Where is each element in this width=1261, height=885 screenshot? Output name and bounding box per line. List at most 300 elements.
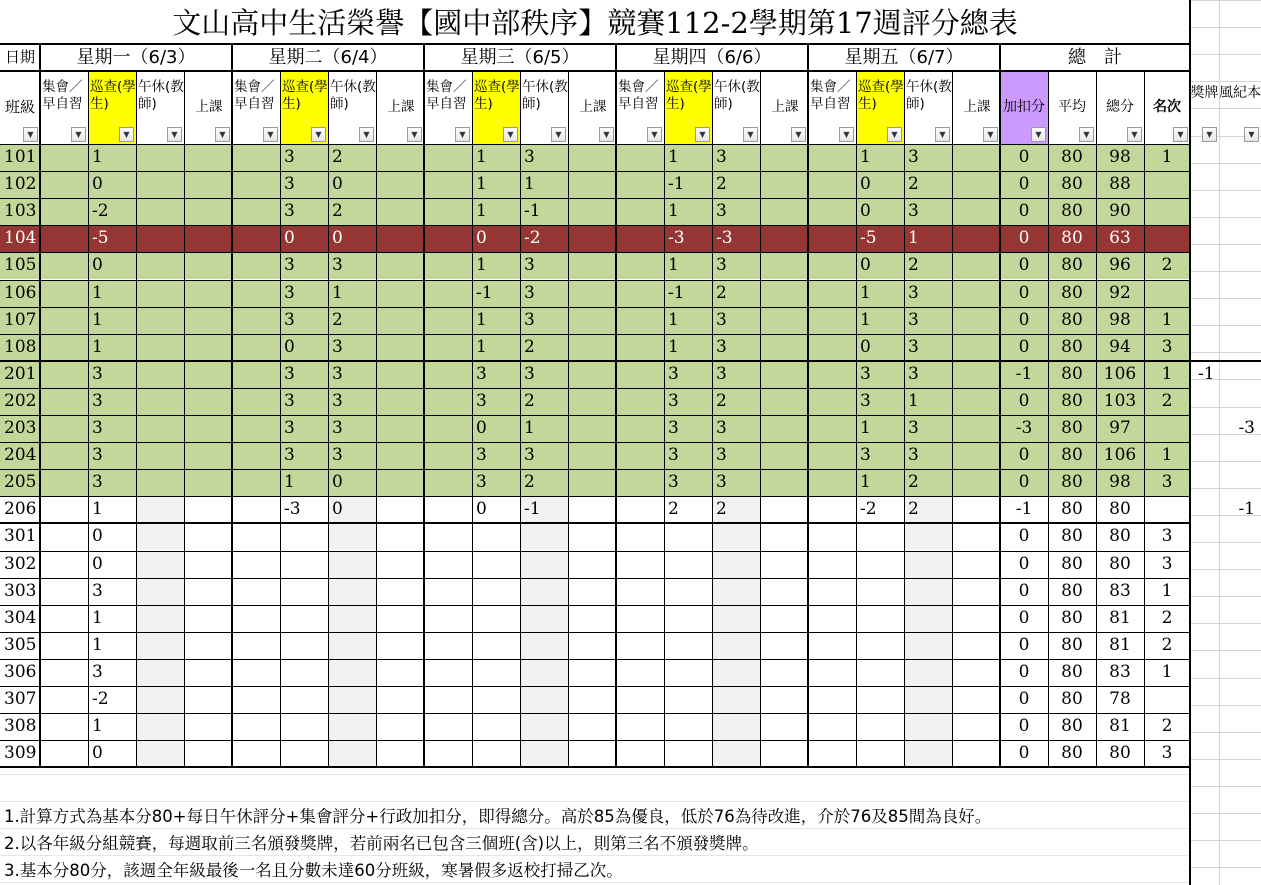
score-cell[interactable] [568, 740, 616, 767]
score-cell[interactable] [136, 334, 184, 361]
score-cell[interactable] [808, 144, 856, 171]
score-cell[interactable]: 3 [284, 418, 295, 438]
summary-cell-adj[interactable]: -1 [1015, 363, 1033, 384]
score-cell[interactable]: 1 [860, 472, 871, 493]
score-cell[interactable] [952, 686, 1000, 713]
score-cell[interactable] [664, 578, 712, 605]
score-cell[interactable] [184, 144, 232, 171]
score-cell[interactable] [136, 280, 184, 307]
score-cell[interactable]: 1 [668, 147, 679, 167]
score-cell[interactable] [232, 469, 280, 496]
score-cell[interactable]: 2 [332, 309, 343, 330]
score-cell[interactable]: -1 [520, 496, 568, 523]
score-cell[interactable] [616, 659, 664, 686]
summary-cell-award[interactable] [1190, 496, 1219, 523]
score-cell[interactable]: 3 [668, 390, 679, 411]
score-cell[interactable] [376, 198, 424, 225]
score-cell[interactable]: 3 [284, 390, 295, 411]
score-cell[interactable] [616, 713, 664, 740]
score-cell[interactable] [424, 225, 472, 252]
score-cell[interactable] [808, 659, 856, 686]
score-cell[interactable] [280, 659, 328, 686]
summary-cell-rank[interactable]: 3 [1161, 526, 1173, 547]
score-cell[interactable] [712, 659, 760, 686]
summary-cell-rank[interactable]: 1 [1161, 661, 1173, 682]
score-cell[interactable] [568, 496, 616, 523]
score-cell[interactable] [376, 388, 424, 415]
score-cell[interactable] [520, 523, 568, 550]
score-cell[interactable] [952, 469, 1000, 496]
score-cell[interactable] [616, 280, 664, 307]
summary-cell-award[interactable] [1190, 632, 1219, 659]
score-cell[interactable]: -5 [860, 228, 877, 249]
summary-cell-disc[interactable]: -3 [1238, 418, 1255, 438]
summary-cell-disc[interactable] [1219, 307, 1261, 334]
summary-cell-avg[interactable]: 80 [1061, 418, 1083, 438]
score-cell[interactable] [424, 686, 472, 713]
score-cell[interactable] [568, 334, 616, 361]
score-cell[interactable]: 0 [328, 496, 376, 523]
score-cell[interactable]: -1 [524, 201, 541, 222]
score-cell[interactable] [952, 740, 1000, 767]
score-cell[interactable] [664, 740, 712, 767]
score-cell[interactable] [40, 307, 88, 334]
score-cell[interactable] [376, 659, 424, 686]
score-cell[interactable] [328, 740, 376, 767]
score-cell[interactable] [376, 252, 424, 279]
score-cell[interactable] [424, 659, 472, 686]
score-cell[interactable]: 3 [92, 363, 103, 384]
score-cell[interactable] [136, 307, 184, 334]
score-cell[interactable] [184, 280, 232, 307]
summary-cell-adj[interactable]: 0 [1018, 336, 1030, 357]
score-cell[interactable] [184, 605, 232, 632]
score-cell[interactable] [232, 632, 280, 659]
score-cell[interactable] [520, 713, 568, 740]
filter-dropdown-button[interactable]: ▼ [1173, 127, 1188, 142]
summary-cell-avg[interactable]: 80 [1061, 174, 1083, 195]
score-cell[interactable]: 3 [908, 201, 919, 222]
summary-cell-award[interactable] [1190, 252, 1219, 279]
score-cell[interactable] [376, 415, 424, 442]
score-cell[interactable] [952, 442, 1000, 469]
score-cell[interactable] [184, 225, 232, 252]
score-cell[interactable] [520, 605, 568, 632]
summary-cell-avg[interactable]: 80 [1061, 526, 1083, 547]
score-cell[interactable] [376, 496, 424, 523]
summary-cell-total[interactable]: 96 [1109, 255, 1131, 276]
score-cell[interactable]: 1 [668, 201, 679, 222]
score-cell[interactable]: 2 [524, 336, 535, 357]
score-cell[interactable]: 3 [284, 309, 295, 330]
score-cell[interactable] [184, 307, 232, 334]
score-cell[interactable] [808, 171, 856, 198]
score-cell[interactable] [760, 496, 808, 523]
score-cell[interactable] [952, 523, 1000, 550]
score-cell[interactable] [808, 713, 856, 740]
summary-cell-total[interactable]: 106 [1103, 445, 1137, 466]
summary-cell-avg[interactable]: 80 [1061, 580, 1083, 601]
summary-cell-avg[interactable]: 80 [1061, 255, 1083, 276]
score-cell[interactable] [232, 578, 280, 605]
score-cell[interactable] [472, 659, 520, 686]
score-cell[interactable] [40, 551, 88, 578]
summary-cell-total[interactable]: 80 [1109, 499, 1131, 520]
summary-cell-award[interactable] [1190, 578, 1219, 605]
score-cell[interactable] [568, 144, 616, 171]
score-cell[interactable]: 2 [332, 147, 343, 167]
score-cell[interactable] [40, 144, 88, 171]
score-cell[interactable]: 3 [332, 390, 343, 411]
score-cell[interactable] [136, 496, 184, 523]
score-cell[interactable]: 3 [524, 309, 535, 330]
score-cell[interactable] [136, 252, 184, 279]
score-cell[interactable]: 2 [668, 499, 679, 520]
score-cell[interactable] [40, 686, 88, 713]
score-cell[interactable] [232, 415, 280, 442]
score-cell[interactable]: 3 [92, 418, 103, 438]
score-cell[interactable]: 3 [524, 445, 535, 466]
score-cell[interactable] [712, 686, 760, 713]
filter-dropdown-button[interactable]: ▼ [1244, 127, 1259, 142]
summary-cell-total[interactable]: 94 [1109, 336, 1131, 357]
score-cell[interactable] [664, 713, 712, 740]
score-cell[interactable] [136, 415, 184, 442]
score-cell[interactable] [376, 469, 424, 496]
score-cell[interactable] [808, 442, 856, 469]
score-cell[interactable] [760, 740, 808, 767]
score-cell[interactable] [232, 686, 280, 713]
summary-cell-total[interactable]: 88 [1109, 174, 1131, 195]
score-cell[interactable] [232, 252, 280, 279]
summary-cell-avg[interactable]: 80 [1061, 499, 1083, 520]
summary-cell-rank[interactable]: 2 [1161, 716, 1173, 737]
summary-cell-rank[interactable]: 1 [1161, 445, 1173, 466]
score-cell[interactable] [184, 551, 232, 578]
score-cell[interactable] [184, 740, 232, 767]
score-cell[interactable] [424, 442, 472, 469]
score-cell[interactable] [952, 388, 1000, 415]
score-cell[interactable] [856, 523, 904, 550]
score-cell[interactable]: 3 [668, 363, 679, 384]
score-cell[interactable]: 3 [668, 418, 679, 438]
score-cell[interactable] [280, 740, 328, 767]
score-cell[interactable] [760, 605, 808, 632]
filter-dropdown-button[interactable]: ▼ [551, 127, 566, 142]
summary-cell-total[interactable]: 98 [1109, 309, 1131, 330]
score-cell[interactable] [472, 578, 520, 605]
score-cell[interactable]: 1 [860, 418, 871, 438]
score-cell[interactable] [328, 605, 376, 632]
score-cell[interactable] [424, 496, 472, 523]
summary-cell-adj[interactable]: 0 [1018, 580, 1030, 601]
filter-dropdown-button[interactable]: ▼ [503, 127, 518, 142]
score-cell[interactable] [808, 469, 856, 496]
score-cell[interactable] [760, 469, 808, 496]
score-cell[interactable] [472, 551, 520, 578]
summary-cell-rank[interactable] [1144, 686, 1190, 713]
score-cell[interactable] [616, 605, 664, 632]
score-cell[interactable] [40, 632, 88, 659]
filter-dropdown-button[interactable]: ▼ [839, 127, 854, 142]
score-cell[interactable] [568, 605, 616, 632]
score-cell[interactable] [760, 442, 808, 469]
score-cell[interactable] [568, 171, 616, 198]
score-cell[interactable] [760, 578, 808, 605]
summary-cell-rank[interactable]: 3 [1161, 472, 1173, 493]
score-cell[interactable] [184, 469, 232, 496]
score-cell[interactable] [616, 171, 664, 198]
summary-cell-avg[interactable]: 80 [1061, 363, 1083, 384]
score-cell[interactable] [184, 334, 232, 361]
score-cell[interactable]: 3 [476, 445, 487, 466]
score-cell[interactable] [424, 523, 472, 550]
score-cell[interactable] [184, 686, 232, 713]
score-cell[interactable] [760, 523, 808, 550]
score-cell[interactable]: -1 [668, 174, 685, 195]
score-cell[interactable]: 3 [332, 418, 343, 438]
score-cell[interactable] [40, 171, 88, 198]
summary-cell-disc[interactable] [1219, 632, 1261, 659]
score-cell[interactable] [40, 523, 88, 550]
score-cell[interactable] [424, 388, 472, 415]
summary-cell-total[interactable]: 103 [1103, 390, 1137, 411]
score-cell[interactable] [424, 280, 472, 307]
score-cell[interactable]: 1 [860, 147, 871, 167]
score-cell[interactable] [760, 334, 808, 361]
score-cell[interactable]: 3 [860, 363, 871, 384]
score-cell[interactable] [184, 198, 232, 225]
score-cell[interactable] [376, 280, 424, 307]
summary-cell-rank[interactable]: 3 [1161, 336, 1173, 357]
score-cell[interactable]: 0 [332, 228, 343, 249]
summary-cell-disc[interactable] [1219, 361, 1261, 388]
score-cell[interactable] [376, 225, 424, 252]
score-cell[interactable] [904, 578, 952, 605]
score-cell[interactable] [232, 659, 280, 686]
summary-cell-award[interactable] [1190, 415, 1219, 442]
filter-dropdown-button[interactable]: ▼ [647, 127, 662, 142]
score-cell[interactable] [568, 198, 616, 225]
summary-cell-avg[interactable]: 80 [1061, 445, 1083, 466]
score-cell[interactable] [184, 252, 232, 279]
score-cell[interactable]: 3 [716, 445, 727, 466]
score-cell[interactable] [136, 388, 184, 415]
score-cell[interactable]: 1 [92, 607, 103, 628]
score-cell[interactable]: 0 [284, 228, 295, 249]
score-cell[interactable] [232, 496, 280, 523]
score-cell[interactable] [952, 578, 1000, 605]
score-cell[interactable]: 1 [92, 336, 103, 357]
summary-cell-rank[interactable]: 3 [1161, 553, 1173, 574]
score-cell[interactable] [568, 307, 616, 334]
score-cell[interactable] [184, 415, 232, 442]
score-cell[interactable]: 2 [524, 472, 535, 493]
score-cell[interactable] [808, 551, 856, 578]
score-cell[interactable] [568, 388, 616, 415]
score-cell[interactable]: 3 [716, 255, 727, 276]
score-cell[interactable] [616, 144, 664, 171]
score-cell[interactable] [136, 632, 184, 659]
summary-cell-award[interactable] [1190, 442, 1219, 469]
score-cell[interactable] [616, 632, 664, 659]
score-cell[interactable] [472, 713, 520, 740]
summary-cell-disc[interactable] [1219, 713, 1261, 740]
summary-cell-total[interactable]: 80 [1109, 743, 1131, 764]
score-cell[interactable] [616, 198, 664, 225]
score-cell[interactable]: 3 [332, 363, 343, 384]
summary-cell-rank[interactable] [1144, 225, 1190, 252]
score-cell[interactable]: 3 [524, 255, 535, 276]
score-cell[interactable]: 1 [476, 174, 487, 195]
summary-cell-adj[interactable]: -3 [1015, 418, 1033, 438]
score-cell[interactable] [232, 740, 280, 767]
score-cell[interactable] [376, 551, 424, 578]
score-cell[interactable] [40, 659, 88, 686]
summary-cell-adj[interactable]: -1 [1015, 499, 1033, 520]
score-cell[interactable] [904, 686, 952, 713]
score-cell[interactable]: 3 [716, 336, 727, 357]
score-cell[interactable] [136, 171, 184, 198]
score-cell[interactable] [952, 361, 1000, 388]
filter-dropdown-button[interactable]: ▼ [455, 127, 470, 142]
score-cell[interactable]: 1 [908, 228, 919, 249]
score-cell[interactable] [760, 171, 808, 198]
summary-cell-total[interactable]: 83 [1109, 661, 1131, 682]
score-cell[interactable] [952, 659, 1000, 686]
score-cell[interactable] [616, 496, 664, 523]
summary-cell-disc[interactable] [1219, 252, 1261, 279]
score-cell[interactable] [568, 252, 616, 279]
score-cell[interactable]: 3 [668, 445, 679, 466]
summary-cell-award[interactable] [1190, 605, 1219, 632]
score-cell[interactable] [280, 578, 328, 605]
filter-dropdown-button[interactable]: ▼ [311, 127, 326, 142]
summary-cell-award[interactable] [1190, 280, 1219, 307]
score-cell[interactable] [952, 551, 1000, 578]
summary-cell-adj[interactable]: 0 [1018, 147, 1030, 167]
score-cell[interactable] [424, 578, 472, 605]
score-cell[interactable] [328, 659, 376, 686]
score-cell[interactable] [472, 605, 520, 632]
score-cell[interactable] [328, 578, 376, 605]
summary-cell-disc[interactable]: -1 [1238, 499, 1255, 520]
score-cell[interactable] [952, 252, 1000, 279]
score-cell[interactable]: 3 [332, 255, 343, 276]
filter-dropdown-button[interactable]: ▼ [215, 127, 230, 142]
score-cell[interactable] [568, 578, 616, 605]
score-cell[interactable]: 3 [860, 390, 871, 411]
score-cell[interactable]: 3 [716, 363, 727, 384]
score-cell[interactable] [760, 632, 808, 659]
summary-cell-award[interactable] [1190, 551, 1219, 578]
summary-cell-disc[interactable] [1219, 171, 1261, 198]
score-cell[interactable]: 3 [908, 418, 919, 438]
score-cell[interactable] [856, 740, 904, 767]
score-cell[interactable] [184, 388, 232, 415]
summary-cell-rank[interactable] [1144, 280, 1190, 307]
score-cell[interactable]: 3 [284, 445, 295, 466]
summary-cell-total[interactable]: 80 [1109, 553, 1131, 574]
summary-cell-adj[interactable]: 0 [1018, 282, 1030, 303]
score-cell[interactable]: 3 [716, 147, 727, 167]
score-cell[interactable] [568, 713, 616, 740]
score-cell[interactable] [328, 551, 376, 578]
summary-cell-avg[interactable]: 80 [1061, 607, 1083, 628]
score-cell[interactable] [232, 713, 280, 740]
score-cell[interactable]: -3 [668, 228, 685, 249]
score-cell[interactable]: 2 [332, 201, 343, 222]
score-cell[interactable] [280, 713, 328, 740]
score-cell[interactable]: 3 [332, 336, 343, 357]
score-cell[interactable] [232, 551, 280, 578]
score-cell[interactable] [40, 280, 88, 307]
filter-dropdown-button[interactable]: ▼ [359, 127, 374, 142]
filter-dropdown-button[interactable]: ▼ [407, 127, 422, 142]
summary-cell-rank[interactable]: 1 [1161, 363, 1173, 384]
score-cell[interactable] [856, 659, 904, 686]
summary-cell-disc[interactable] [1219, 523, 1261, 550]
score-cell[interactable] [280, 605, 328, 632]
score-cell[interactable] [808, 415, 856, 442]
summary-cell-total[interactable]: 92 [1109, 282, 1131, 303]
score-cell[interactable] [136, 659, 184, 686]
score-cell[interactable]: 3 [92, 580, 103, 601]
score-cell[interactable]: 3 [284, 282, 295, 303]
summary-cell-total[interactable]: 83 [1109, 580, 1131, 601]
score-cell[interactable] [952, 280, 1000, 307]
score-cell[interactable] [808, 605, 856, 632]
filter-dropdown-button[interactable]: ▼ [119, 127, 134, 142]
score-cell[interactable] [808, 578, 856, 605]
score-cell[interactable]: -3 [284, 499, 301, 520]
score-cell[interactable] [520, 578, 568, 605]
score-cell[interactable] [568, 469, 616, 496]
score-cell[interactable] [40, 252, 88, 279]
score-cell[interactable] [952, 496, 1000, 523]
summary-cell-award[interactable] [1190, 713, 1219, 740]
score-cell[interactable] [712, 551, 760, 578]
score-cell[interactable]: 1 [92, 634, 103, 655]
score-cell[interactable]: 2 [524, 390, 535, 411]
summary-cell-adj[interactable]: 0 [1018, 661, 1030, 682]
score-cell[interactable] [232, 523, 280, 550]
score-cell[interactable]: 3 [92, 661, 103, 682]
score-cell[interactable] [424, 551, 472, 578]
score-cell[interactable]: -2 [524, 228, 541, 249]
score-cell[interactable] [808, 334, 856, 361]
score-cell[interactable] [808, 225, 856, 252]
score-cell[interactable] [472, 632, 520, 659]
score-cell[interactable] [616, 388, 664, 415]
score-cell[interactable] [616, 686, 664, 713]
score-cell[interactable] [40, 605, 88, 632]
score-cell[interactable]: 1 [476, 336, 487, 357]
score-cell[interactable] [616, 415, 664, 442]
score-cell[interactable]: 0 [92, 174, 103, 195]
score-cell[interactable] [232, 442, 280, 469]
score-cell[interactable]: 2 [908, 174, 919, 195]
score-cell[interactable] [760, 659, 808, 686]
summary-cell-rank[interactable]: 2 [1161, 607, 1173, 628]
score-cell[interactable] [664, 551, 712, 578]
score-cell[interactable] [472, 686, 520, 713]
score-cell[interactable]: 1 [524, 418, 535, 438]
score-cell[interactable] [616, 361, 664, 388]
summary-cell-award[interactable] [1190, 686, 1219, 713]
score-cell[interactable] [40, 469, 88, 496]
summary-cell-total[interactable]: 81 [1109, 634, 1131, 655]
